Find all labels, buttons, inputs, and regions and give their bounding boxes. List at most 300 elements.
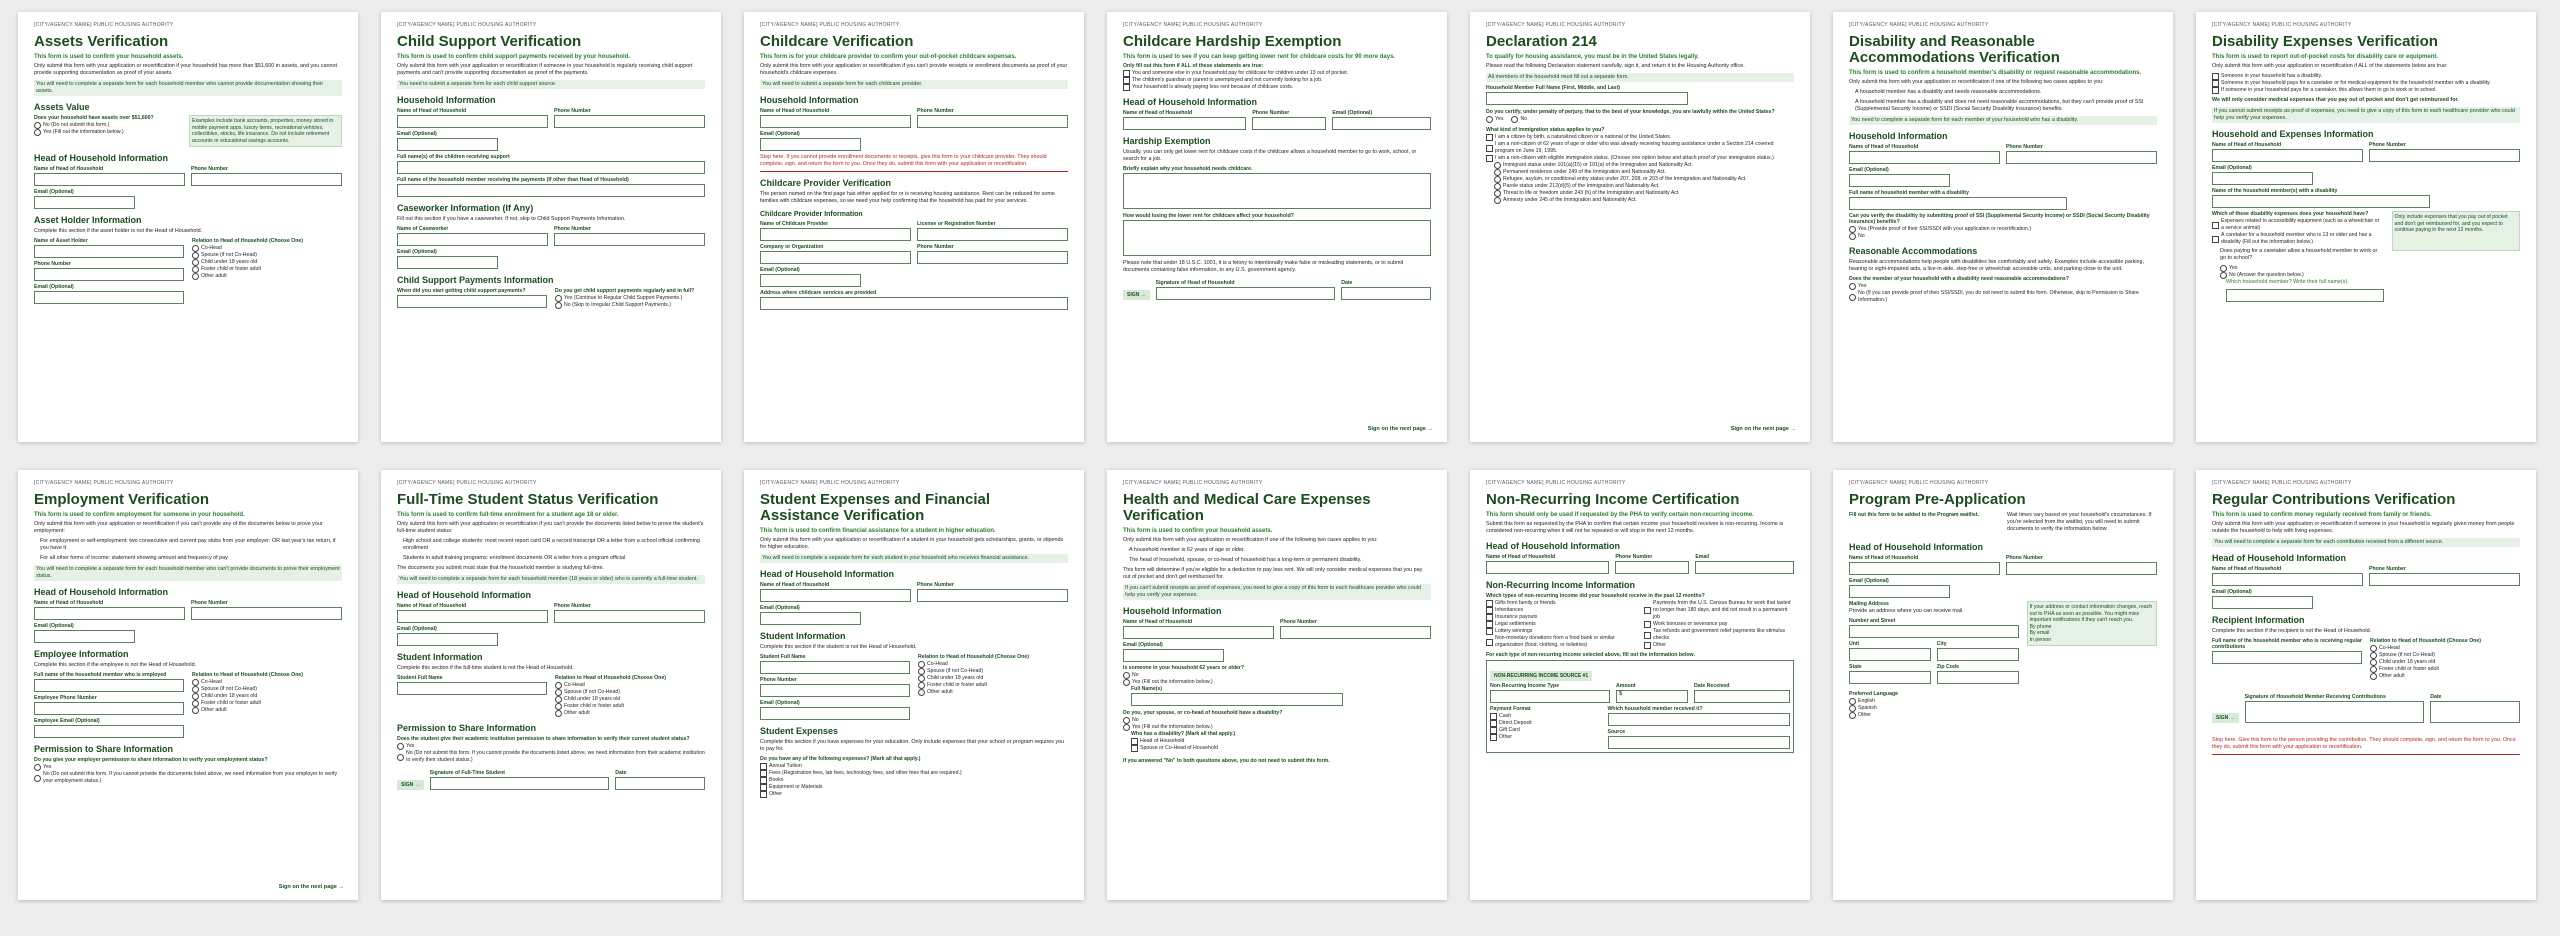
zip-field[interactable] xyxy=(1937,671,2019,684)
radio-icon[interactable] xyxy=(1494,197,1501,204)
statement-option[interactable]: Someone in your household has a disability. xyxy=(2212,73,2520,80)
status-sub-option[interactable]: Immigrant status under 101(a)(15) or 101(a) of the Immigration and Nationality Act. xyxy=(1494,162,1794,169)
checkbox-icon[interactable] xyxy=(1486,134,1493,141)
checkbox-icon[interactable] xyxy=(1486,155,1493,162)
note-text: You will need to complete a separate form for each household member who cannot provide documentation showing their assets. xyxy=(34,80,342,96)
children-field[interactable] xyxy=(397,161,705,174)
relation-option[interactable]: Foster child or foster adult xyxy=(918,682,1068,689)
radio-icon[interactable] xyxy=(1849,233,1856,240)
field-label: Email (Optional) xyxy=(1332,110,1373,116)
who-option[interactable]: Spouse or Co-Head of Household xyxy=(1131,745,1431,752)
section-heading: Permission to Share Information xyxy=(34,744,174,754)
field-label: Phone Number xyxy=(34,261,71,267)
relation-option[interactable]: Co-Head xyxy=(555,682,705,689)
radio-icon[interactable] xyxy=(1494,162,1501,169)
radio-icon[interactable] xyxy=(1849,294,1856,301)
radio-icon[interactable] xyxy=(1494,169,1501,176)
relation-option[interactable]: Foster child or foster adult xyxy=(192,266,342,273)
relation-option[interactable]: Co-Head xyxy=(192,245,342,252)
option-no[interactable]: No (Answer the question below.) xyxy=(2212,272,2384,279)
radio-icon[interactable] xyxy=(918,689,925,696)
member-field[interactable] xyxy=(2212,195,2430,208)
date-received-field[interactable] xyxy=(1694,690,1790,703)
radio-icon[interactable] xyxy=(1494,183,1501,190)
name-field[interactable] xyxy=(397,115,548,128)
radio-icon[interactable] xyxy=(2370,666,2377,673)
radio-icon[interactable] xyxy=(192,245,199,252)
field-label: Name of Head of Household xyxy=(397,108,467,114)
option-yes[interactable]: Yes xyxy=(1486,116,1503,123)
radio-icon[interactable] xyxy=(555,682,562,689)
phone-field[interactable] xyxy=(191,173,342,186)
relation-option[interactable]: Child under 18 years old xyxy=(192,259,342,266)
provider-phone-field[interactable] xyxy=(917,251,1068,264)
radio-icon[interactable] xyxy=(918,661,925,668)
checkbox-icon[interactable] xyxy=(1486,600,1493,607)
email-field[interactable] xyxy=(397,633,498,646)
relation-option[interactable]: Spouse (if not Co-Head) xyxy=(918,668,1068,675)
email-field[interactable] xyxy=(1123,649,1224,662)
employee-phone-field[interactable] xyxy=(34,702,184,715)
field-label: Preferred Language xyxy=(1849,691,1899,697)
provider-email-field[interactable] xyxy=(760,274,861,287)
option-no[interactable]: No (If you can provide proof of their SSI/SSDI, you do not need to submit this form. Otherwise, skip to Permission to Share Information.) xyxy=(1849,290,2157,304)
field-label: Name of Head of Household xyxy=(397,603,467,609)
radio-icon[interactable] xyxy=(555,295,562,302)
relation-option[interactable]: Co-Head xyxy=(918,661,1068,668)
field-label: Email (Optional) xyxy=(1123,642,1163,648)
status-sub-option[interactable]: Refugee, asylum, or conditional entry status under 207, 208, or 203 of the Immigration and Nationality Act. xyxy=(1494,176,1794,183)
checkbox-icon[interactable] xyxy=(1123,77,1130,84)
page-child-support xyxy=(381,12,721,442)
checkbox-icon[interactable] xyxy=(760,777,767,784)
phone-field[interactable] xyxy=(917,115,1068,128)
provider-name-field[interactable] xyxy=(760,228,911,241)
name-field[interactable] xyxy=(760,589,911,602)
radio-icon[interactable] xyxy=(1849,283,1856,290)
signature-field[interactable] xyxy=(430,777,610,790)
name-field[interactable] xyxy=(1486,561,1609,574)
statement-option[interactable]: The children's guardian or parent is unemployed and not currently looking for a job. xyxy=(1123,77,1431,84)
holder-name-field[interactable] xyxy=(34,245,184,258)
radio-icon[interactable] xyxy=(192,266,199,273)
caseworker-phone-field[interactable] xyxy=(554,233,705,246)
member-field[interactable] xyxy=(1849,197,2067,210)
radio-icon[interactable] xyxy=(192,686,199,693)
payment-option[interactable]: Gift Card xyxy=(1490,727,1600,734)
radio-icon[interactable] xyxy=(1486,116,1493,123)
intro-text: Only submit this form with your application or recertification if one of the following two cases applies to you: xyxy=(1123,537,1378,543)
phone-field[interactable] xyxy=(917,589,1068,602)
holder-phone-field[interactable] xyxy=(34,268,184,281)
name-field[interactable] xyxy=(1849,562,2000,575)
checkbox-icon[interactable] xyxy=(2212,236,2219,243)
radio-icon[interactable] xyxy=(2370,673,2377,680)
radio-icon[interactable] xyxy=(2370,645,2377,652)
radio-icon[interactable] xyxy=(1849,705,1856,712)
type-option[interactable]: Insurance payouts xyxy=(1486,614,1636,621)
status-sub-option[interactable]: Threat to life or freedom under 243 (h) of the Immigration and Nationality Act. xyxy=(1494,190,1794,197)
option-no[interactable]: No xyxy=(1123,717,1431,724)
checkbox-icon[interactable] xyxy=(1131,745,1138,752)
checkbox-icon[interactable] xyxy=(760,770,767,777)
section-heading: Employee Information xyxy=(34,649,129,659)
radio-icon[interactable] xyxy=(397,743,404,750)
radio-icon[interactable] xyxy=(192,700,199,707)
expense-option[interactable]: Fees (Registration fees, lab fees, technology fees, and other fees that are required.) xyxy=(760,770,1068,777)
unit-field[interactable] xyxy=(1849,648,1931,661)
statement-option[interactable]: You and someone else in your household pay for childcare for children under 13 out of pocket. xyxy=(1123,70,1431,77)
page-regular-contributions xyxy=(2196,470,2536,900)
language-option[interactable]: Other xyxy=(1849,712,2157,719)
relation-option[interactable]: Foster child or foster adult xyxy=(192,700,342,707)
date-field[interactable] xyxy=(2430,701,2520,723)
language-option[interactable]: Spanish xyxy=(1849,705,2157,712)
option-no[interactable]: No xyxy=(1511,116,1527,123)
radio-icon[interactable] xyxy=(1494,176,1501,183)
checkbox-icon[interactable] xyxy=(1123,70,1130,77)
field-label: Signature of Household Member Receiving Contributions xyxy=(2244,694,2386,700)
relation-option[interactable]: Co-Head xyxy=(192,679,342,686)
phone-field[interactable] xyxy=(554,115,705,128)
type-option[interactable]: Legal settlements xyxy=(1486,621,1636,628)
relation-option[interactable]: Spouse (if not Co-Head) xyxy=(192,252,342,259)
section-heading: Head of Household Information xyxy=(2212,553,2346,563)
effect-field[interactable] xyxy=(1123,220,1431,256)
explain-field[interactable] xyxy=(1123,173,1431,209)
type-option[interactable]: Inheritances xyxy=(1486,607,1636,614)
phone-field[interactable] xyxy=(1252,117,1326,130)
source-field[interactable] xyxy=(1608,736,1791,749)
radio-icon[interactable] xyxy=(555,696,562,703)
relation-option[interactable]: Child under 18 years old xyxy=(192,693,342,700)
payment-option[interactable]: Direct Deposit xyxy=(1490,720,1600,727)
radio-icon[interactable] xyxy=(1849,712,1856,719)
relation-option[interactable]: Foster child or foster adult xyxy=(2370,666,2520,673)
page-title: Declaration 214 xyxy=(1486,33,1597,50)
email-field[interactable] xyxy=(1849,174,1950,187)
checkbox-icon[interactable] xyxy=(1486,614,1493,621)
checkbox-icon[interactable] xyxy=(760,784,767,791)
full-name-field[interactable] xyxy=(1131,693,1343,706)
status-sub-option[interactable]: Parole status under 212(d)(5) of the Immigration and Nationality Act. xyxy=(1494,183,1794,190)
student-phone-field[interactable] xyxy=(760,684,910,697)
expense-option[interactable]: Equipment or Materials xyxy=(760,784,1068,791)
page-title: Employment Verification xyxy=(34,491,210,508)
option-no[interactable]: No xyxy=(1849,233,2157,240)
page-title: Assets Verification xyxy=(34,33,169,50)
student-name-field[interactable] xyxy=(397,682,547,695)
checkbox-icon[interactable] xyxy=(1490,727,1497,734)
email-field[interactable] xyxy=(1695,561,1794,574)
field-label: Email (Optional) xyxy=(2212,589,2252,595)
email-field[interactable] xyxy=(1332,117,1431,130)
field-label: Phone Number xyxy=(1280,619,1317,625)
member-name-field[interactable] xyxy=(1486,92,1688,105)
page-header: [CITY/AGENCY NAME] PUBLIC HOUSING AUTHORITY xyxy=(1123,22,1263,28)
expense-option[interactable]: Expenses related to accessibility equipment (such as a wheelchair or a service animal) xyxy=(2212,218,2384,232)
email-field[interactable] xyxy=(2212,596,2313,609)
phone-field[interactable] xyxy=(2006,562,2157,575)
relation-option[interactable]: Child under 18 years old xyxy=(2370,659,2520,666)
name-field[interactable] xyxy=(397,610,548,623)
phone-field[interactable] xyxy=(1280,626,1431,639)
field-label: Phone Number xyxy=(917,244,954,250)
checkbox-icon[interactable] xyxy=(1490,720,1497,727)
status-option[interactable]: I am a citizen by birth, a naturalized citizen or a national of the United States. xyxy=(1486,134,1794,141)
type-option[interactable]: Other xyxy=(1644,642,1794,649)
student-email-field[interactable] xyxy=(760,707,910,720)
option-yes[interactable]: Yes (Continue to Regular Child Support Payments.) xyxy=(555,295,705,302)
email-field[interactable] xyxy=(760,612,861,625)
option-yes[interactable]: Yes (Fill out the information below.) xyxy=(1123,724,1431,731)
email-field[interactable] xyxy=(1849,585,1950,598)
relation-option[interactable]: Co-Head xyxy=(2370,645,2520,652)
checkbox-icon[interactable] xyxy=(1644,642,1651,649)
radio-icon[interactable] xyxy=(1123,672,1130,679)
checkbox-icon[interactable] xyxy=(1486,621,1493,628)
date-field[interactable] xyxy=(1341,287,1431,300)
caseworker-name-field[interactable] xyxy=(397,233,548,246)
checkbox-icon[interactable] xyxy=(2212,222,2219,229)
relation-option[interactable]: Other adult xyxy=(192,707,342,714)
type-option[interactable]: Non-monetary donations from a food bank or similar organization (food, clothing, or toiletries) xyxy=(1486,635,1636,649)
phone-field[interactable] xyxy=(191,607,342,620)
checkbox-icon[interactable] xyxy=(2212,80,2219,87)
radio-icon[interactable] xyxy=(2370,652,2377,659)
page-childcare-verification xyxy=(744,12,1084,442)
type-option[interactable]: Tax refunds and government relief payments like stimulus checks xyxy=(1644,628,1794,642)
relation-option[interactable]: Other adult xyxy=(918,689,1068,696)
checkbox-icon[interactable] xyxy=(1131,738,1138,745)
expense-option[interactable]: Annual Tuition xyxy=(760,763,1068,770)
radio-icon[interactable] xyxy=(1123,717,1130,724)
radio-icon[interactable] xyxy=(192,693,199,700)
phone-field[interactable] xyxy=(2369,573,2520,586)
relation-option[interactable]: Spouse (if not Co-Head) xyxy=(555,689,705,696)
relation-option[interactable]: Other adult xyxy=(2370,673,2520,680)
relation-option[interactable]: Child under 18 years old xyxy=(555,696,705,703)
checkbox-icon[interactable] xyxy=(760,791,767,798)
payment-option[interactable]: Cash xyxy=(1490,713,1600,720)
relation-option[interactable]: Other adult xyxy=(555,710,705,717)
field-label: Student Full Name xyxy=(760,654,806,660)
license-field[interactable] xyxy=(917,228,1068,241)
company-field[interactable] xyxy=(760,251,911,264)
page-subtitle: This form is used to confirm financial assistance for a student in higher education. xyxy=(760,528,996,534)
expense-option[interactable]: Books xyxy=(760,777,1068,784)
radio-icon[interactable] xyxy=(918,675,925,682)
section-heading: Head of Household Information xyxy=(1849,542,1983,552)
next-page-link[interactable]: Sign on the next page → xyxy=(1367,426,1433,432)
checkbox-icon[interactable] xyxy=(1486,607,1493,614)
radio-icon[interactable] xyxy=(1123,724,1130,731)
who-received-field[interactable] xyxy=(1608,713,1791,726)
expense-option[interactable]: Other xyxy=(760,791,1068,798)
option-no[interactable]: No (Skip to Irregular Child Support Payments.) xyxy=(555,302,705,309)
phone-field[interactable] xyxy=(1615,561,1689,574)
name-field[interactable] xyxy=(2212,149,2363,162)
option-no[interactable]: No xyxy=(1123,672,1431,679)
type-option[interactable]: Payments from the U.S. Census Bureau for work that lasted no longer than 180 days, and did not result in a permanent job xyxy=(1644,600,1794,621)
email-field[interactable] xyxy=(397,138,498,151)
radio-icon[interactable] xyxy=(34,122,41,129)
city-field[interactable] xyxy=(1937,648,2019,661)
name-field[interactable] xyxy=(34,173,185,186)
radio-icon[interactable] xyxy=(192,707,199,714)
field-label: Full name of the household member who is employed xyxy=(34,672,167,678)
statement-option[interactable]: If someone in your household pays for a caretaker, this allows them to go to work or to school. xyxy=(2212,87,2520,94)
option-no[interactable]: No (Do not submit this form. If you cannot provide the documents listed above, we need information from their academic institution to verify their student status.) xyxy=(397,750,705,764)
radio-icon[interactable] xyxy=(192,679,199,686)
email-field[interactable] xyxy=(2212,172,2313,185)
radio-icon[interactable] xyxy=(555,710,562,717)
intro-text: Only fill out this form if ALL of these statements are true: xyxy=(1123,63,1264,69)
relation-option[interactable]: Foster child or foster adult xyxy=(555,703,705,710)
status-sub-option[interactable]: Amnesty under 245 of the Immigration and Nationality Act. xyxy=(1494,197,1794,204)
status-sub-option[interactable]: Permanent residence under 249 of the Immigration and Nationality Act. xyxy=(1494,169,1794,176)
option-yes[interactable]: Yes (Provide proof of their SSI/SSDI with your application or recertification.) xyxy=(1849,226,2157,233)
option-yes[interactable]: Yes xyxy=(397,743,705,750)
radio-icon[interactable] xyxy=(918,668,925,675)
radio-icon[interactable] xyxy=(555,703,562,710)
section-desc: Complete this section if the recipient is not the Head of Household. xyxy=(2212,628,2372,634)
radio-icon[interactable] xyxy=(1849,698,1856,705)
expense-option[interactable]: A caretaker for a household member who is 13 or older and has a disability (Fill out the information below.) xyxy=(2212,232,2384,246)
field-label: Email (Optional) xyxy=(760,267,800,273)
radio-icon[interactable] xyxy=(2370,659,2377,666)
date-field[interactable] xyxy=(615,777,705,790)
field-label: Name of Head of Household xyxy=(1123,619,1193,625)
radio-icon[interactable] xyxy=(555,302,562,309)
email-field[interactable] xyxy=(760,138,861,151)
member-field[interactable] xyxy=(397,184,705,197)
radio-icon[interactable] xyxy=(555,689,562,696)
checkbox-icon[interactable] xyxy=(1486,145,1493,152)
statement-option[interactable]: Your household is already paying less rent because of childcare costs. xyxy=(1123,84,1431,91)
checkbox-icon[interactable] xyxy=(2212,73,2219,80)
checkbox-icon[interactable] xyxy=(1486,628,1493,635)
radio-icon[interactable] xyxy=(34,764,41,771)
note-text: You need to complete a separate form for each member of your household who has a disability. xyxy=(1849,116,2157,125)
next-page-link[interactable]: Sign on the next page → xyxy=(1730,426,1796,432)
status-option[interactable]: I am a non-citizen with eligible immigration status. (Choose one option below and attach proof of your immigration status.) xyxy=(1486,155,1794,162)
checkbox-icon[interactable] xyxy=(1644,607,1651,614)
radio-icon[interactable] xyxy=(34,775,41,782)
name-field[interactable] xyxy=(1123,117,1246,130)
relation-option[interactable]: Spouse (if not Co-Head) xyxy=(2370,652,2520,659)
name-field[interactable] xyxy=(34,607,185,620)
checkbox-icon[interactable] xyxy=(2212,87,2219,94)
relation-option[interactable]: Other adult xyxy=(192,273,342,280)
radio-icon[interactable] xyxy=(34,129,41,136)
student-name-field[interactable] xyxy=(760,661,910,674)
employee-name-field[interactable] xyxy=(34,679,184,692)
radio-icon[interactable] xyxy=(1494,190,1501,197)
name-field[interactable] xyxy=(1123,626,1274,639)
name-field[interactable] xyxy=(1849,151,2000,164)
amount-field[interactable]: $ xyxy=(1616,690,1688,703)
checkbox-icon[interactable] xyxy=(1123,84,1130,91)
type-option[interactable]: Lottery winnings xyxy=(1486,628,1636,635)
radio-icon[interactable] xyxy=(2220,265,2227,272)
who-option[interactable]: Head of Household xyxy=(1131,738,1431,745)
checkbox-icon[interactable] xyxy=(1490,713,1497,720)
name-field[interactable] xyxy=(2212,573,2363,586)
checkbox-icon[interactable] xyxy=(1486,639,1493,646)
caseworker-email-field[interactable] xyxy=(397,256,498,269)
phone-field[interactable] xyxy=(554,610,705,623)
payment-option[interactable]: Other xyxy=(1490,734,1600,741)
status-option[interactable]: I am a non-citizen of 62 years of age or older who was already receiving housing assistance under a Section 214 covered program on June 19, 1995. xyxy=(1486,141,1794,155)
start-date-field[interactable] xyxy=(397,295,547,308)
radio-icon[interactable] xyxy=(192,259,199,266)
signature-field[interactable] xyxy=(1156,287,1336,300)
next-page-link[interactable]: Sign on the next page → xyxy=(278,884,344,890)
radio-icon[interactable] xyxy=(2220,272,2227,279)
option-yes[interactable]: Yes xyxy=(2212,265,2384,272)
phone-field[interactable] xyxy=(2369,149,2520,162)
statement-option[interactable]: Someone in your household pays for a caretaker or for medical equipment for the household member with a disability. xyxy=(2212,80,2520,87)
radio-icon[interactable] xyxy=(1511,116,1518,123)
source-tag: NON-RECURRING INCOME SOURCE #1 xyxy=(1490,671,1592,681)
option-no[interactable]: No (Do not submit this form.) xyxy=(34,122,181,129)
recipient-name-field[interactable] xyxy=(2212,651,2362,664)
which-member-field[interactable] xyxy=(2226,289,2384,302)
radio-icon[interactable] xyxy=(192,252,199,259)
desc-text: The documents you submit must state that the household member is studying full-time. xyxy=(397,565,605,571)
signature-field[interactable] xyxy=(2245,701,2425,723)
employee-email-field[interactable] xyxy=(34,725,184,738)
checkbox-icon[interactable] xyxy=(1644,621,1651,628)
language-option[interactable]: English xyxy=(1849,698,2157,705)
option-yes[interactable]: Yes xyxy=(34,764,342,771)
field-label: Name of the household member(s) with a disability xyxy=(2212,188,2338,194)
field-label: Email (Optional) xyxy=(1849,578,1889,584)
option-yes[interactable]: Yes (Fill out the information below.) xyxy=(34,129,181,136)
radio-icon[interactable] xyxy=(1123,679,1130,686)
income-type-field[interactable] xyxy=(1490,690,1610,703)
state-field[interactable] xyxy=(1849,671,1931,684)
relation-option[interactable]: Spouse (if not Co-Head) xyxy=(192,686,342,693)
option-no[interactable]: No (Do not submit this form. If you cannot provide the documents listed above, we need information from your employer to verify your employment status.) xyxy=(34,771,342,785)
option-yes[interactable]: Yes xyxy=(1849,283,2157,290)
type-option[interactable]: Work bonuses or severance pay xyxy=(1644,621,1794,628)
relation-option[interactable]: Child under 18 years old xyxy=(918,675,1068,682)
section-heading: Head of Household Information xyxy=(760,569,894,579)
page-program-preapplication xyxy=(1833,470,2173,900)
checkbox-icon[interactable] xyxy=(760,763,767,770)
radio-icon[interactable] xyxy=(1849,226,1856,233)
radio-icon[interactable] xyxy=(397,754,404,761)
field-label: Full name of the household member who is receiving regular contributions xyxy=(2212,638,2362,650)
email-field[interactable] xyxy=(34,630,135,643)
name-field[interactable] xyxy=(760,115,911,128)
email-field[interactable] xyxy=(34,196,135,209)
type-option[interactable]: Gifts from family or friends xyxy=(1486,600,1636,607)
checkbox-icon[interactable] xyxy=(1490,734,1497,741)
street-field[interactable] xyxy=(1849,625,2019,638)
radio-icon[interactable] xyxy=(918,682,925,689)
radio-icon[interactable] xyxy=(192,273,199,280)
option-yes[interactable]: Yes (Fill out the information below.) xyxy=(1123,679,1431,686)
phone-field[interactable] xyxy=(2006,151,2157,164)
section-heading: Household Information xyxy=(397,95,496,105)
checkbox-icon[interactable] xyxy=(1644,632,1651,639)
holder-email-field[interactable] xyxy=(34,291,184,304)
address-field[interactable] xyxy=(760,297,1068,310)
field-label: Student Full Name xyxy=(397,675,443,681)
